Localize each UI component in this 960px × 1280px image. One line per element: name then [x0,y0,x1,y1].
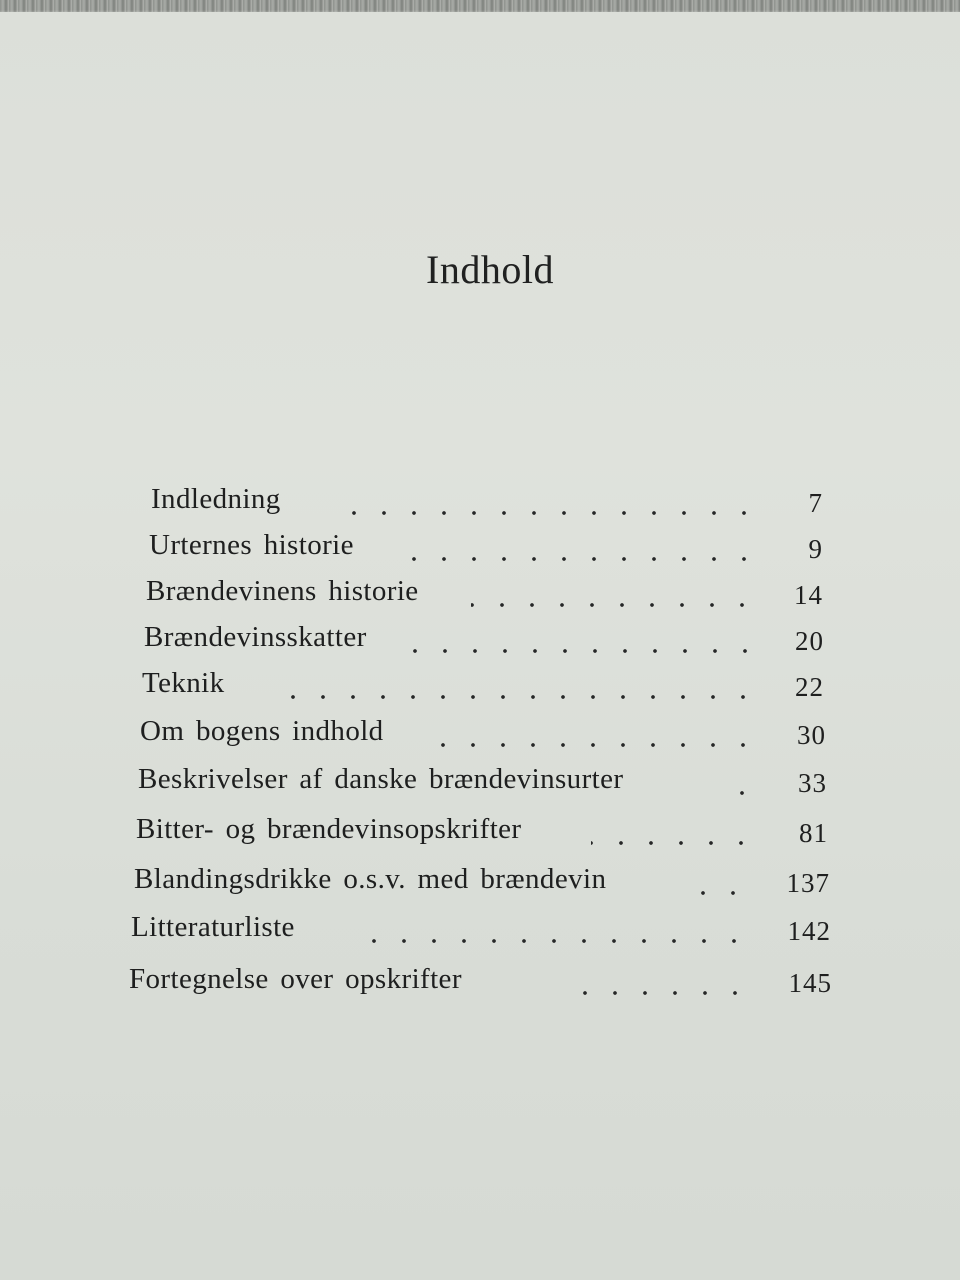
toc-entry-page: 81 [799,818,828,848]
leader-dots [351,904,749,950]
toc-entry-page: 30 [797,720,826,750]
toc-entry-fortegnelse [129,956,832,1002]
toc-entry-bitter-opskrifter [136,806,828,852]
leader-dots [331,476,759,522]
toc-entry-label: Indledning [151,483,281,515]
toc-entry-label: Litteraturliste [131,911,295,943]
leader-dots [559,956,750,1002]
toc-entry-page: 145 [788,968,832,998]
leader-dots [471,568,757,614]
toc-entry-braendevinsskatter [144,614,824,660]
leader-dots [406,614,760,660]
toc-entry-teknik [142,660,824,706]
toc-entry-page: 142 [787,916,831,946]
toc-entry-blandingsdrikke [134,856,830,902]
leader-dots [718,756,757,802]
toc-entry-label: Beskrivelser af danske brændevinsurter [138,763,624,795]
toc-entry-label: Urternes historie [149,529,354,561]
toc-entry-label: Teknik [142,667,225,699]
toc-entry-page: 22 [795,672,824,702]
leader-dots [591,806,756,852]
toc-entry-page: 7 [808,488,823,518]
toc-entry-braendevinens-historie [146,568,823,614]
leader-dots [438,708,758,754]
toc-entry-label: Blandingsdrikke o.s.v. med brændevin [134,863,607,895]
toc-entry-page: 14 [794,580,823,610]
toc-entry-urternes-historie [149,522,823,568]
leader-dots [694,856,748,902]
toc-entry-label: Brændevinsskatter [144,621,367,653]
toc-entry-label: Fortegnelse over opskrifter [129,963,462,995]
toc-entry-label: Om bogens indhold [140,715,384,747]
toc-entry-indledning [151,476,823,522]
toc-entry-page: 33 [798,768,827,798]
toc-entry-page: 9 [808,534,823,564]
leader-dots [282,660,758,706]
leader-dots [399,522,759,568]
toc-entry-page: 137 [786,868,830,898]
contents-title: Indhold [426,247,554,292]
toc-entry-litteraturliste [131,904,831,950]
toc-entry-label: Brændevinens historie [146,575,419,607]
toc-entry-page: 20 [795,626,824,656]
toc-entry-beskrivelser [138,756,827,802]
toc-entry-label: Bitter- og brændevinsopskrifter [136,813,522,845]
toc-entry-om-bogens-indhold [140,708,826,754]
